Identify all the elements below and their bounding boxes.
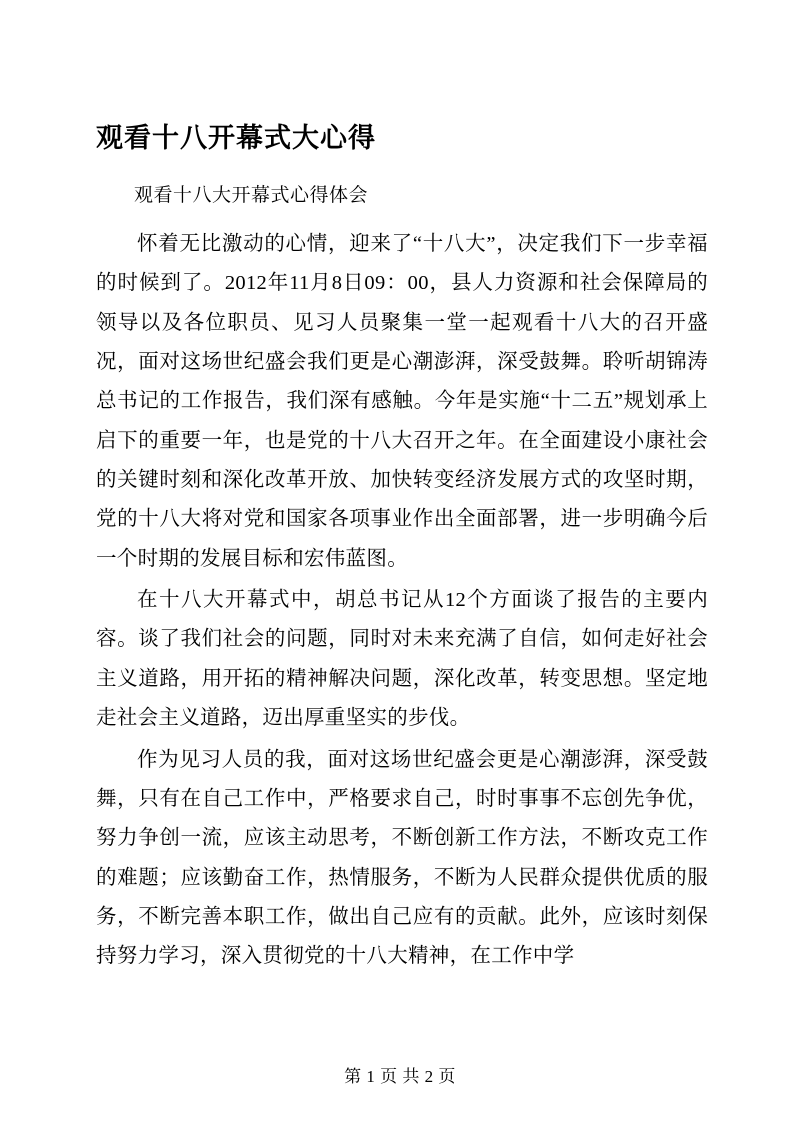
page-footer: 第 1 页 共 2 页 xyxy=(344,1067,456,1086)
document-subtitle: 观看十八大开幕式心得体会 xyxy=(134,184,369,206)
page-title: 观看十八开幕式大心得 xyxy=(96,123,376,153)
paragraph-2: 在十八大开幕式中，胡总书记从12个方面谈了报告的主要内容。谈了我们社会的问题，同时对未来充满了自信，如何走好社会主义道路，用开拓的精神解决问题，深化改革，转变思想。坚定地走社会主义道路，迈出厚重坚实的步伐。 xyxy=(96,589,708,730)
paragraph-1: 怀着无比激动的心情，迎来了“十八大”，决定我们下一步幸福的时候到了。2012年11月8日09：00，县人力资源和社会保障局的领导以及各位职员、见习人员聚集一堂一起观看十八大的召开盛况，面对这场世纪盛会我们更是心潮澎湃，深受鼓舞。聆听胡锦涛总书记的工作报告，我们深有感触。今年是实施“十二五”规划承上启下的重要一年，也是党的十八大召开之年。在全面建设小康社会的关键时刻和深化改革开放、加快转变经济发展方式的攻坚时期，党的十八大将对党和国家各项事业作出全面部署，进一步明确今后一个时期的发展目标和宏伟蓝图。 xyxy=(96,232,708,570)
paragraph-3: 作为见习人员的我，面对这场世纪盛会更是心潮澎湃，深受鼓舞，只有在自己工作中，严格要求自己，时时事事不忘创先争优，努力争创一流，应该主动思考，不断创新工作方法，不断攻克工作的难题；应该勤奋工作，热情服务，不断为人民群众提供优质的服务，不断完善本职工作，做出自己应有的贡献。此外，应该时刻保持努力学习，深入贯彻党的十八大精神，在工作中学 xyxy=(96,748,708,968)
document-body xyxy=(96,118,708,979)
